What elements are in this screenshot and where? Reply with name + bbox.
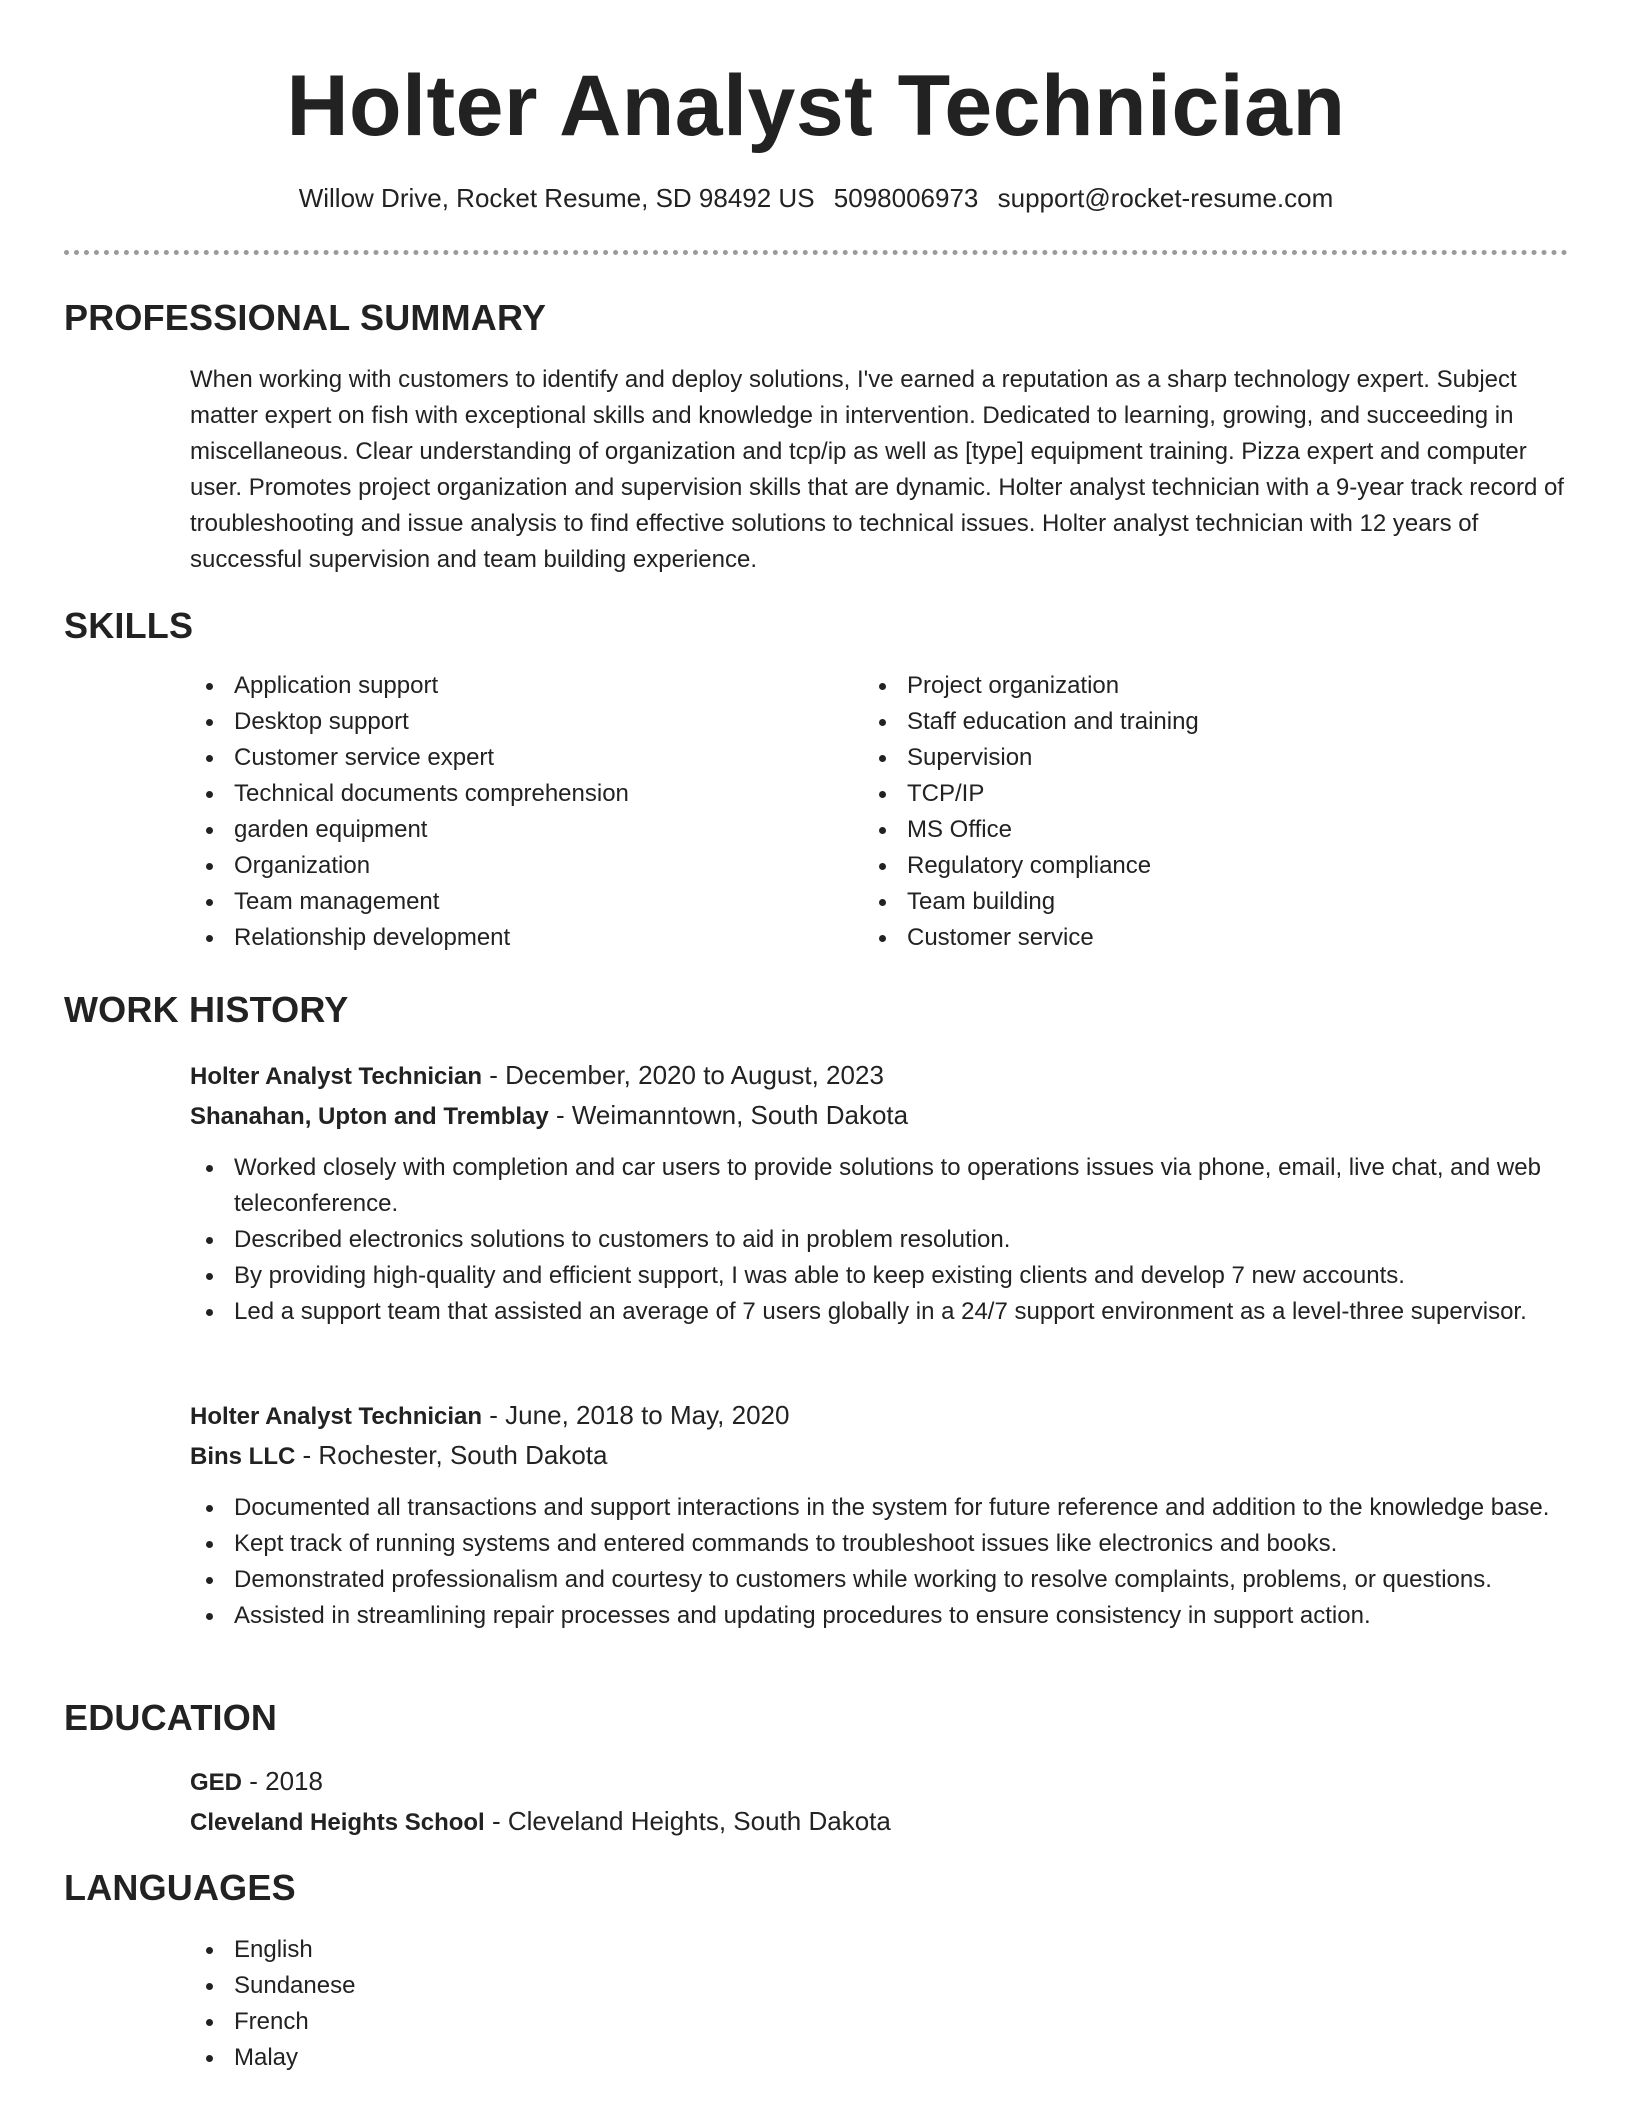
summary-heading: PROFESSIONAL SUMMARY xyxy=(64,297,547,338)
duty-item: Kept track of running systems and entered commands to troubleshoot issues like electronics and books. xyxy=(190,1526,1570,1562)
languages-heading: LANGUAGES xyxy=(64,1867,296,1908)
job-1-location: - Weimanntown, South Dakota xyxy=(548,1100,909,1130)
duty-item: Led a support team that assisted an average of 7 users globally in a 24/7 support environment as a level-three supervisor. xyxy=(190,1294,1570,1330)
contact-address: Willow Drive, Rocket Resume, SD 98492 US xyxy=(298,183,815,213)
job-2-title-line xyxy=(190,1396,789,1436)
education-heading: EDUCATION xyxy=(64,1697,278,1738)
skill-item: Relationship development xyxy=(190,920,840,956)
job-2-company-line xyxy=(190,1436,608,1476)
language-item: English xyxy=(190,1932,1570,1968)
job-1-company-line xyxy=(190,1096,908,1136)
skills-left-list xyxy=(190,668,840,956)
education-degree: GED xyxy=(190,1769,243,1796)
education-school: Cleveland Heights School xyxy=(190,1809,485,1836)
job-2-location: - Rochester, South Dakota xyxy=(295,1440,608,1470)
job-1-dates: - December, 2020 to August, 2023 xyxy=(482,1060,884,1090)
contact-email: support@rocket-resume.com xyxy=(997,183,1334,213)
contact-line xyxy=(0,180,1632,216)
skills-right-column xyxy=(863,668,1513,956)
skill-item: Organization xyxy=(190,848,840,884)
duty-item: Assisted in streamlining repair processes and updating procedures to ensure consistency in support action. xyxy=(190,1598,1570,1634)
skills-right-list xyxy=(863,668,1513,956)
skills-heading: SKILLS xyxy=(64,605,194,646)
duty-item: Described electronics solutions to customers to aid in problem resolution. xyxy=(190,1222,1570,1258)
skill-item: Staff education and training xyxy=(863,704,1513,740)
duty-item: Worked closely with completion and car users to provide solutions to operations issues via phone, email, live chat, and web teleconference. xyxy=(190,1150,1570,1222)
resume-name: Holter Analyst Technician xyxy=(286,58,1346,154)
education-location: - Cleveland Heights, South Dakota xyxy=(484,1806,891,1836)
skill-item: Customer service xyxy=(863,920,1513,956)
job-2-duty-list xyxy=(190,1490,1570,1634)
job-2-duties xyxy=(190,1490,1570,1634)
skills-left-column xyxy=(190,668,840,956)
work-history-heading: WORK HISTORY xyxy=(64,989,349,1030)
skill-item: MS Office xyxy=(863,812,1513,848)
skill-item: Desktop support xyxy=(190,704,840,740)
header-divider xyxy=(64,250,1568,255)
skill-item: Project organization xyxy=(863,668,1513,704)
language-item: Sundanese xyxy=(190,1968,1570,2004)
job-1-role: Holter Analyst Technician xyxy=(190,1063,483,1090)
summary-text: When working with customers to identify and deploy solutions, I've earned a reputation as a sharp technology expert. Subject matter expert on fish with exceptional skills and knowledge in intervention. Dedicated to learning, growing, and succeeding in miscellaneous. Clear understanding of organization and tcp/ip as well as [type] equipment training. Pizza expert and computer user. Promotes project organization and supervision skills that are dynamic. Holter analyst technician with a 9-year track record of troubleshooting and issue analysis to find effective solutions to technical issues. Holter analyst technician with 12 years of successful supervision and team building experience. xyxy=(190,366,1564,573)
skill-item: garden equipment xyxy=(190,812,840,848)
job-1-company: Shanahan, Upton and Tremblay xyxy=(190,1103,549,1130)
job-2-dates: - June, 2018 to May, 2020 xyxy=(482,1400,790,1430)
skill-item: Supervision xyxy=(863,740,1513,776)
languages-list xyxy=(190,1932,1570,2076)
job-1-title-line xyxy=(190,1056,884,1096)
skill-item: Technical documents comprehension xyxy=(190,776,840,812)
duty-item: Demonstrated professionalism and courtesy to customers while working to resolve complaints, problems, or questions. xyxy=(190,1562,1570,1598)
skill-item: Regulatory compliance xyxy=(863,848,1513,884)
duty-item: By providing high-quality and efficient support, I was able to keep existing clients and develop 7 new accounts. xyxy=(190,1258,1570,1294)
skill-item: Application support xyxy=(190,668,840,704)
skill-item: TCP/IP xyxy=(863,776,1513,812)
education-degree-line xyxy=(190,1762,323,1802)
skill-item: Customer service expert xyxy=(190,740,840,776)
job-2-role: Holter Analyst Technician xyxy=(190,1403,483,1430)
duty-item: Documented all transactions and support interactions in the system for future reference and addition to the knowledge base. xyxy=(190,1490,1570,1526)
skill-item: Team building xyxy=(863,884,1513,920)
language-item: Malay xyxy=(190,2040,1570,2076)
education-year: - 2018 xyxy=(242,1766,323,1796)
job-1-duties xyxy=(190,1150,1570,1330)
job-2-company: Bins LLC xyxy=(190,1443,296,1470)
skill-item: Team management xyxy=(190,884,840,920)
languages-list-container xyxy=(190,1932,1570,2076)
job-1-duty-list xyxy=(190,1150,1570,1330)
language-item: French xyxy=(190,2004,1570,2040)
contact-phone: 5098006973 xyxy=(833,183,979,213)
education-school-line xyxy=(190,1802,891,1842)
